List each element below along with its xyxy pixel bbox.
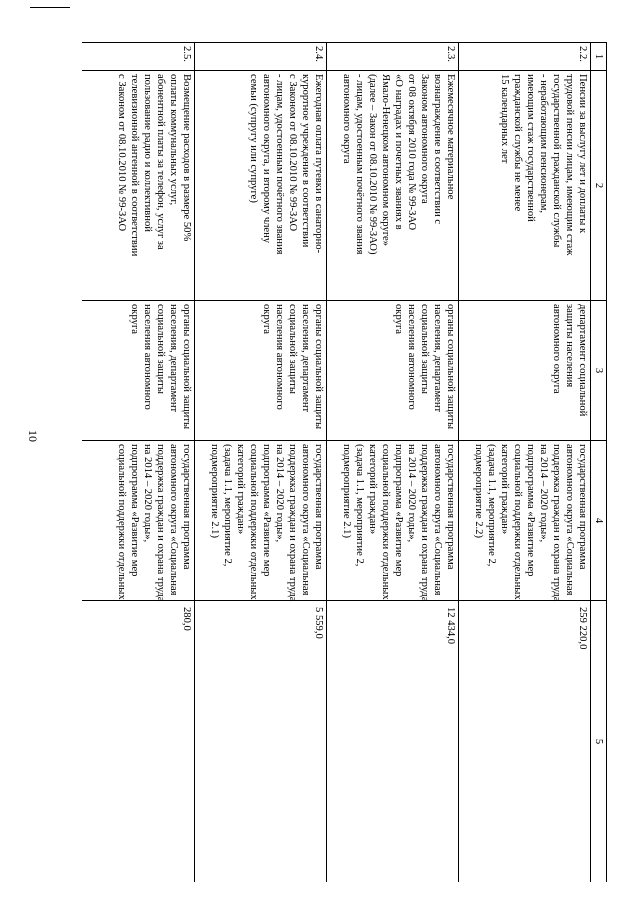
text-line: населения, департамент — [168, 304, 179, 413]
text-line: вознаграждение в соответствии с — [432, 74, 443, 225]
row-number: 2.5. — [82, 43, 195, 71]
row-number: 2.4. — [195, 43, 327, 71]
text-line: Ежемесячное материальное — [445, 74, 456, 200]
text-line: государственная программа — [313, 444, 324, 570]
text-line: подпрограмма «Развитие мер — [129, 444, 140, 577]
text-line: поддержка граждан и охрана труда — [551, 444, 562, 602]
text-line: социальной поддержки отдельных — [248, 444, 259, 600]
text-line: социальной поддержки отдельных — [116, 444, 127, 600]
text-line: категорий граждан» — [367, 444, 378, 535]
text-line: автономного округа «Социальная — [564, 444, 575, 596]
responsible-org — [327, 301, 459, 441]
text-line: социальной защиты — [155, 304, 166, 394]
text-line: автономного округа, и второму члену — [261, 74, 272, 244]
text-line: - лицам, удостоенным почётного звания — [274, 74, 285, 255]
text-line: с Законом от 08.10.2010 № 99-ЗАО — [116, 74, 127, 232]
text-line: подмероприятие 2.2) — [473, 444, 484, 538]
text-line: - неработающим пенсионерам, — [538, 74, 549, 214]
text-line: категорий граждан» — [499, 444, 510, 535]
text-line: подпрограмма «Развитие мер — [393, 444, 404, 577]
amount-cell: 280,0 — [82, 601, 195, 883]
responsible-org — [82, 301, 195, 441]
text-line: поддержка граждан и охрана труда — [287, 444, 298, 602]
text-line: автономного округа «Социальная — [168, 444, 179, 596]
header-cell: 2 — [591, 71, 607, 301]
text-line: социальной защиты — [287, 304, 298, 394]
text-line: государственной гражданской службы — [551, 74, 562, 248]
header-row — [591, 43, 607, 883]
row-number: 2.3. — [327, 43, 459, 71]
text-line: Пенсии за выслугу лет и доплаты к — [577, 74, 588, 234]
text-line: семьи (супругу или супруге) — [248, 74, 259, 203]
text-line: на 2014 – 2020 годы», — [538, 444, 549, 543]
text-line: с Законом от 08.10.2010 № 99-ЗАО — [287, 74, 298, 232]
amount-cell: 5 559,0 — [195, 601, 327, 883]
row-number: 2.2. — [459, 43, 591, 71]
text-line: округа — [261, 304, 272, 334]
text-line: имеющим стаж государственной — [525, 74, 536, 222]
amount-cell: 259 220,0 — [459, 601, 591, 883]
text-line: округа — [129, 304, 140, 334]
header-cell: 1 — [591, 43, 607, 71]
page-number: 10 — [26, 430, 40, 442]
text-line: категорий граждан» — [235, 444, 246, 535]
text-line: государственная программа — [577, 444, 588, 570]
measure-description — [82, 71, 195, 301]
header-cell: 3 — [591, 301, 607, 441]
text-line: автономного округа — [341, 74, 352, 164]
table-row — [327, 43, 459, 883]
text-line: социальной поддержки отдельных — [512, 444, 523, 600]
program-reference — [82, 441, 195, 601]
table-row — [82, 43, 195, 883]
text-line: Возмещение расходов в размере 50% — [181, 74, 192, 242]
text-line: - лицам, удостоенным почётного звания — [354, 74, 365, 255]
table-frame — [82, 42, 607, 882]
program-reference — [327, 441, 459, 601]
table-row — [195, 43, 327, 883]
text-line: пользование радио и коллективной — [142, 74, 153, 232]
text-line: от 08 октября 2010 года № 99-ЗАО — [406, 74, 417, 231]
text-line: курортное учреждение в соответствии — [300, 74, 311, 248]
top-rule — [30, 7, 70, 8]
text-line: округа — [393, 304, 404, 334]
text-line: органы социальной защиты — [181, 304, 192, 430]
text-line: департамент социальной — [577, 304, 588, 417]
text-line: органы социальной защиты — [313, 304, 324, 430]
measure-description — [195, 71, 327, 301]
text-line: трудовой пенсии лицам, имеющим стаж — [564, 74, 575, 256]
text-line: абонентной платы за телефон, услуг за — [155, 74, 166, 250]
text-line: населения автономного — [142, 304, 153, 410]
text-line: социальной защиты — [419, 304, 430, 394]
text-line: подмероприятие 2.1) — [209, 444, 220, 538]
measure-description — [459, 71, 591, 301]
text-line: населения автономного — [274, 304, 285, 410]
text-line: (далее – Закон от 08.10.2010 № 99-ЗАО) — [367, 74, 378, 255]
text-line: населения, департамент — [432, 304, 443, 413]
text-line: поддержка граждан и охрана труда — [155, 444, 166, 602]
text-line: подпрограмма «Развитие мер — [261, 444, 272, 577]
text-line: автономного округа «Социальная — [300, 444, 311, 596]
header-cell: 5 — [591, 601, 607, 883]
program-reference — [195, 441, 327, 601]
text-line: государственная программа — [181, 444, 192, 570]
text-line: гражданской службы не менее — [512, 74, 523, 212]
text-line: социальной поддержки отдельных — [380, 444, 391, 600]
header-cell: 4 — [591, 441, 607, 601]
text-line: на 2014 – 2020 годы», — [406, 444, 417, 543]
text-line: (задача 1.1, мероприятие 2, — [222, 444, 233, 567]
text-line: поддержка граждан и охрана труда — [419, 444, 430, 602]
text-line: подпрограмма «Развитие мер — [525, 444, 536, 577]
amount-cell: 12 434,0 — [327, 601, 459, 883]
text-line: органы социальной защиты — [445, 304, 456, 430]
text-line: населения автономного — [406, 304, 417, 410]
text-line: Законом автономного округа — [419, 74, 430, 204]
responsible-org — [195, 301, 327, 441]
text-line: государственная программа — [445, 444, 456, 570]
text-line: Ежегодная оплата путевки в санаторно- — [313, 74, 324, 254]
text-line: на 2014 – 2020 годы», — [142, 444, 153, 543]
text-line: (задача 1.1, мероприятие 2, — [354, 444, 365, 567]
text-line: защиты населения — [564, 304, 575, 388]
text-line: телевизионной антенной в соответствии — [129, 74, 140, 257]
text-line: автономного округа «Социальная — [432, 444, 443, 596]
responsible-org — [459, 301, 591, 441]
measure-description — [327, 71, 459, 301]
text-line: на 2014 – 2020 годы», — [274, 444, 285, 543]
text-line: «О наградах и почетных званиях в — [393, 74, 404, 230]
text-line: 15 календарных лет — [499, 74, 510, 164]
text-line: (задача 1.1, мероприятие 2, — [486, 444, 497, 567]
text-line: оплаты коммунальных услуг, — [168, 74, 179, 206]
table-row — [459, 43, 591, 883]
program-reference — [459, 441, 591, 601]
text-line: населения, департамент — [300, 304, 311, 413]
text-line: автономного округа — [551, 304, 562, 394]
data-table — [82, 42, 607, 882]
text-line: подмероприятие 2.1) — [341, 444, 352, 538]
text-line: Ямало-Ненецком автономном округе» — [380, 74, 391, 246]
